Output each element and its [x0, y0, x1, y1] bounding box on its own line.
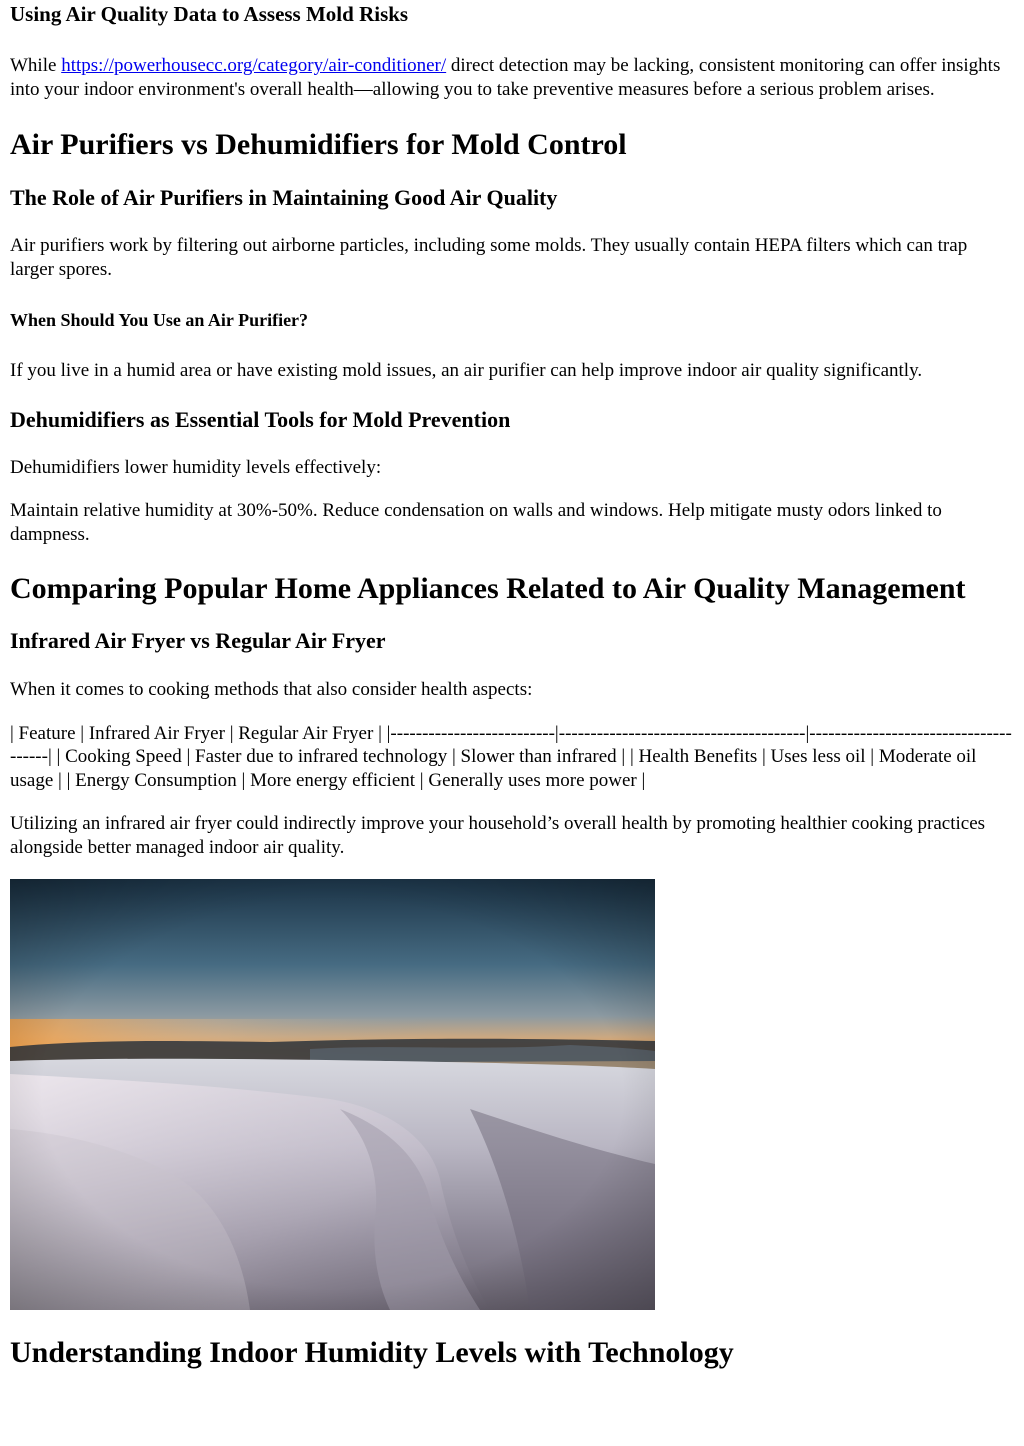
heading-purifiers-vs-dehumidifiers: Air Purifiers vs Dehumidifiers for Mold Control: [10, 128, 627, 161]
heading-dehumidifiers: Dehumidifiers as Essential Tools for Mold Prevention: [10, 406, 511, 432]
paragraph-prefix: While: [10, 55, 62, 76]
heading-comparing-appliances: Comparing Popular Home Appliances Related to Air Quality Management: [10, 572, 966, 605]
paragraph-monitoring: [10, 54, 1014, 101]
heading-assess-mold-risks: Using Air Quality Data to Assess Mold Risks: [10, 2, 409, 26]
heading-indoor-humidity: Understanding Indoor Humidity Levels with Technology: [10, 1336, 734, 1369]
paragraph-role-of-air-purifiers: Air purifiers work by filtering out airborne particles, including some molds. They usually contain HEPA filters which can trap larger spores.: [10, 235, 968, 280]
paragraph-fryer-outro: Utilizing an infrared air fryer could indirectly improve your household’s overall health by promoting healthier cooking practices alongside better managed indoor air quality.: [10, 813, 986, 858]
paragraph-suffix: direct detection may be lacking, consistent monitoring can offer insights into your indoor environment's overall health—allowing you to take preventive measures before a serious problem arises.: [10, 55, 1001, 100]
snowy-landscape-photo: [10, 879, 655, 1310]
paragraph-fryer-table: | Feature | Infrared Air Fryer | Regular Air Fryer | |--------------------------|---------------------------------------|--------------------------------------| | Cooking Speed | Faster due to infrared technology | Slower than infrared | | Health Benefits | Uses less oil | Moderate oil usage | | Energy Consumption | More energy efficient | Generally uses more power |: [10, 722, 1012, 791]
heading-infrared-vs-regular-fryer: Infrared Air Fryer vs Regular Air Fryer: [10, 628, 386, 653]
paragraph-when-to-use-purifier: If you live in a humid area or have existing mold issues, an air purifier can help improve indoor air quality significantly.: [10, 360, 923, 381]
paragraph-fryer-intro: When it comes to cooking methods that also consider health aspects:: [10, 679, 533, 700]
paragraph-dehumidifiers-intro: Dehumidifiers lower humidity levels effectively:: [10, 456, 382, 478]
heading-when-to-use-purifier: When Should You Use an Air Purifier?: [10, 310, 309, 330]
air-conditioner-link[interactable]: https://powerhousecc.org/category/air-conditioner/: [61, 55, 447, 76]
paragraph-dehumidifiers-benefits: Maintain relative humidity at 30%-50%. Reduce condensation on walls and windows. Help mitigate musty odors linked to dampness.: [10, 500, 942, 545]
heading-role-of-air-purifiers: The Role of Air Purifiers in Maintaining Good Air Quality: [10, 185, 558, 210]
article-body: [10, 0, 1014, 1370]
